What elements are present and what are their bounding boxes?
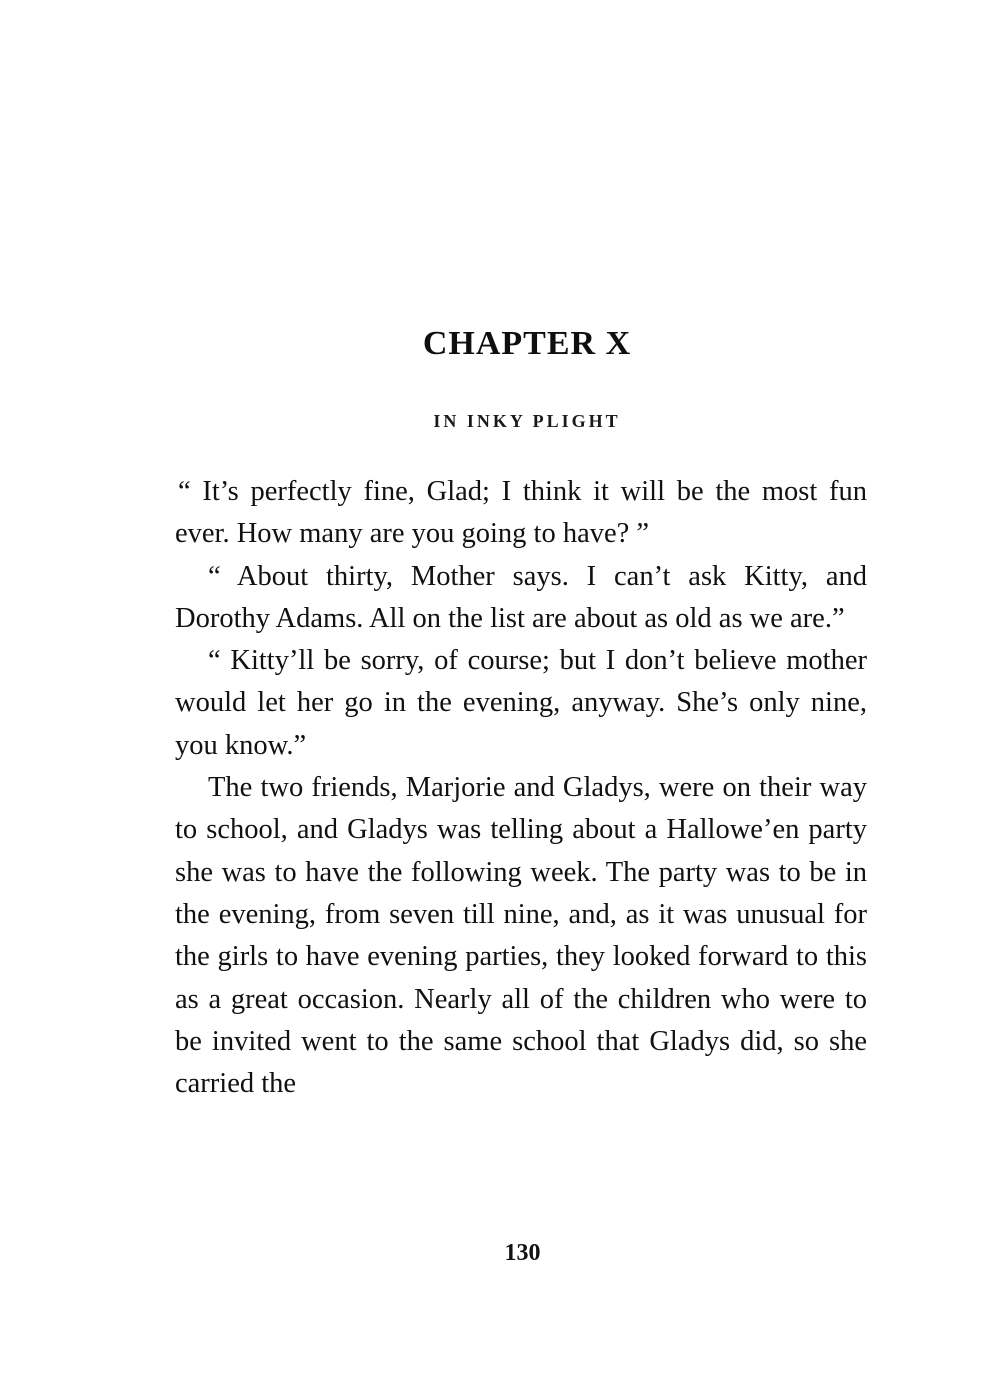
paragraph: “ About thirty, Mother says. I can’t ask Kitty, and Dorothy Adams. All on the list are about as old as we are.” (175, 560, 867, 634)
chapter-title: CHAPTER X (422, 325, 632, 362)
paragraph: The two friends, Marjorie and Gladys, were on their way to school, and Gladys was telling about a Hallowe’en party she was to have the following week. The party was to be in the evening, from seven till nine, and, as it was unusual for the girls to have evening parties, they looked forward to this as a great occasion. Nearly all of the children who were to be invited went to the same school that Gladys did, so she carried the (175, 772, 867, 1100)
paragraph: “ It’s perfectly fine, Glad; I think it will be the most fun ever. How many are you going to have? ” (175, 476, 867, 550)
chapter-subtitle: IN INKY PLIGHT (433, 411, 621, 431)
page-number: 130 (504, 1240, 541, 1266)
paragraph: “ Kitty’ll be sorry, of course; but I don’t believe mother would let her go in the evening, anyway. She’s only nine, you know.” (175, 645, 867, 761)
chapter-body (175, 471, 867, 1105)
